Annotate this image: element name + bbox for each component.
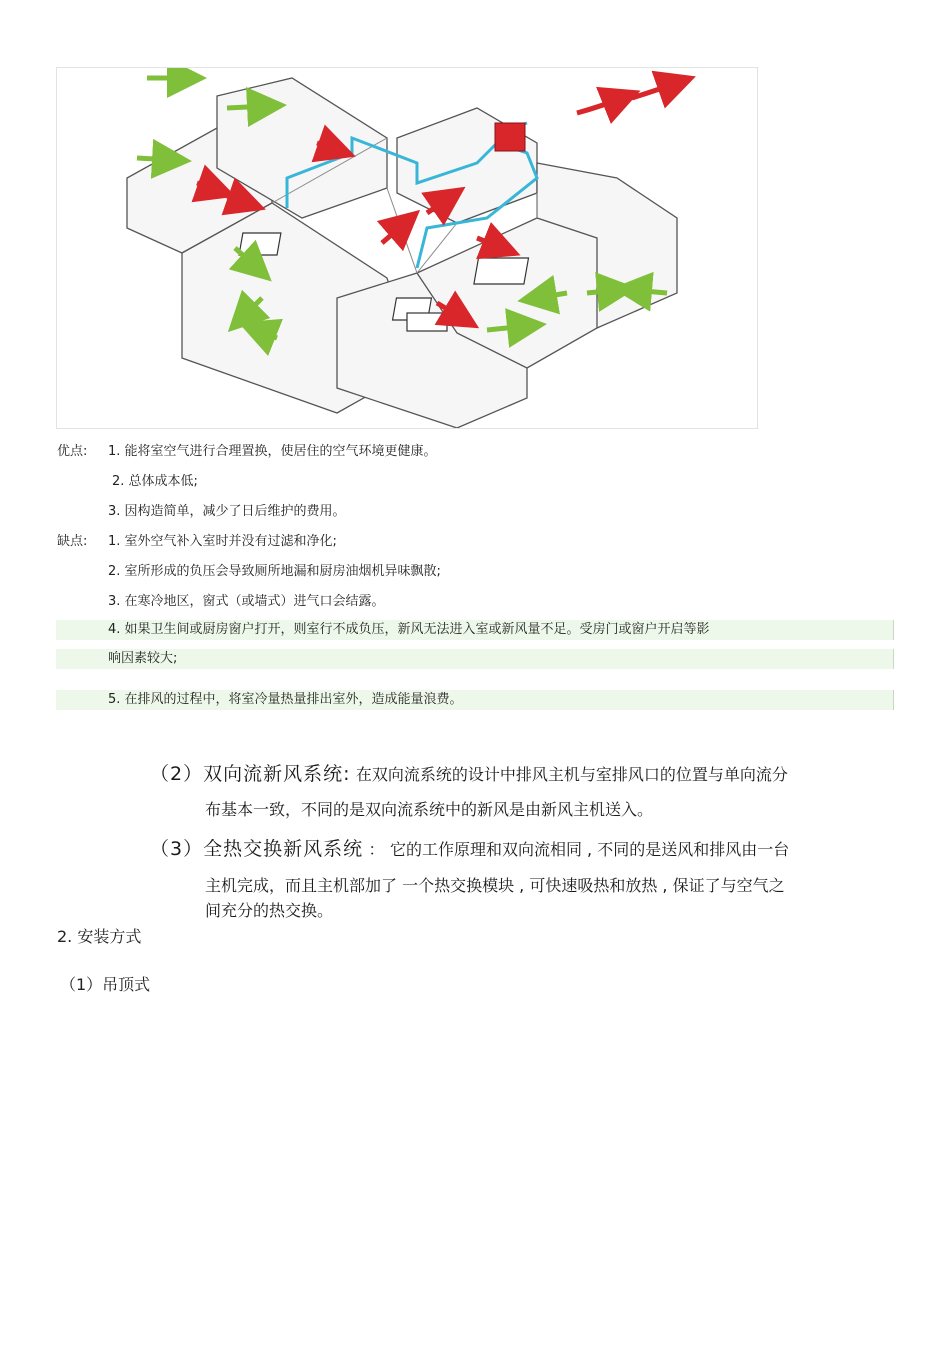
system-3-line-2: 主机完成，而且主机部加了 一个热交换模块 , 可快速吸热和放热 , 保证了与空气之 [205, 876, 785, 895]
system-3-number: （3） [150, 838, 204, 860]
highlight-band [56, 649, 894, 669]
building-walls [127, 78, 677, 428]
ventilation-diagram [56, 67, 758, 429]
cons-item-4-cont: 响因素较大; [108, 651, 178, 666]
system-2-heading [150, 762, 788, 787]
system-2-number: （2） [150, 763, 204, 785]
system-2-title: 双向流新风系统: [203, 763, 351, 785]
pros-item-3: 3. 因构造简单，减少了日后维护的费用。 [108, 504, 346, 519]
system-3-colon: ： [368, 840, 385, 859]
system-2-line-2: 布基本一致，不同的是双向流系统中的新风是由新风主机送入。 [205, 800, 654, 819]
cons-item-2: 2. 室所形成的负压会导致厕所地漏和厨房油烟机异味飘散; [108, 564, 441, 579]
section-subtitle: （1）吊顶式 [60, 975, 151, 994]
ventilation-unit [495, 123, 525, 151]
cons-item-5: 5. 在排风的过程中，将室冷量热量排出室外，造成能量浪费。 [108, 692, 463, 707]
system-3-heading [150, 837, 789, 862]
pros-item-2: 2. 总体成本低; [112, 474, 198, 489]
system-3-line-1: 它的工作原理和双向流相同 , 不同的是送风和排风由一台 [389, 840, 790, 859]
pros-label: 优点: [57, 444, 88, 459]
cons-item-1: 1. 室外空气补入室时并没有过滤和净化; [108, 534, 337, 549]
cons-item-4: 4. 如果卫生间或厨房窗户打开，则室行不成负压，新风无法进入室或新风量不足。受房门或窗户开启等影 [108, 622, 710, 637]
section-title: 2. 安装方式 [57, 927, 142, 946]
pros-item-1: 1. 能将室空气进行合理置换，使居住的空气环境更健康。 [108, 444, 437, 459]
cons-item-3: 3. 在寒冷地区，窗式（或墙式）进气口会结露。 [108, 594, 385, 609]
system-3-title: 全热交换新风系统 [203, 838, 364, 860]
cons-label: 缺点: [57, 534, 88, 549]
system-3-line-3: 间充分的热交换。 [205, 901, 334, 920]
system-2-line-1: 在双向流系统的设计中排风主机与室排风口的位置与单向流分 [355, 765, 788, 784]
